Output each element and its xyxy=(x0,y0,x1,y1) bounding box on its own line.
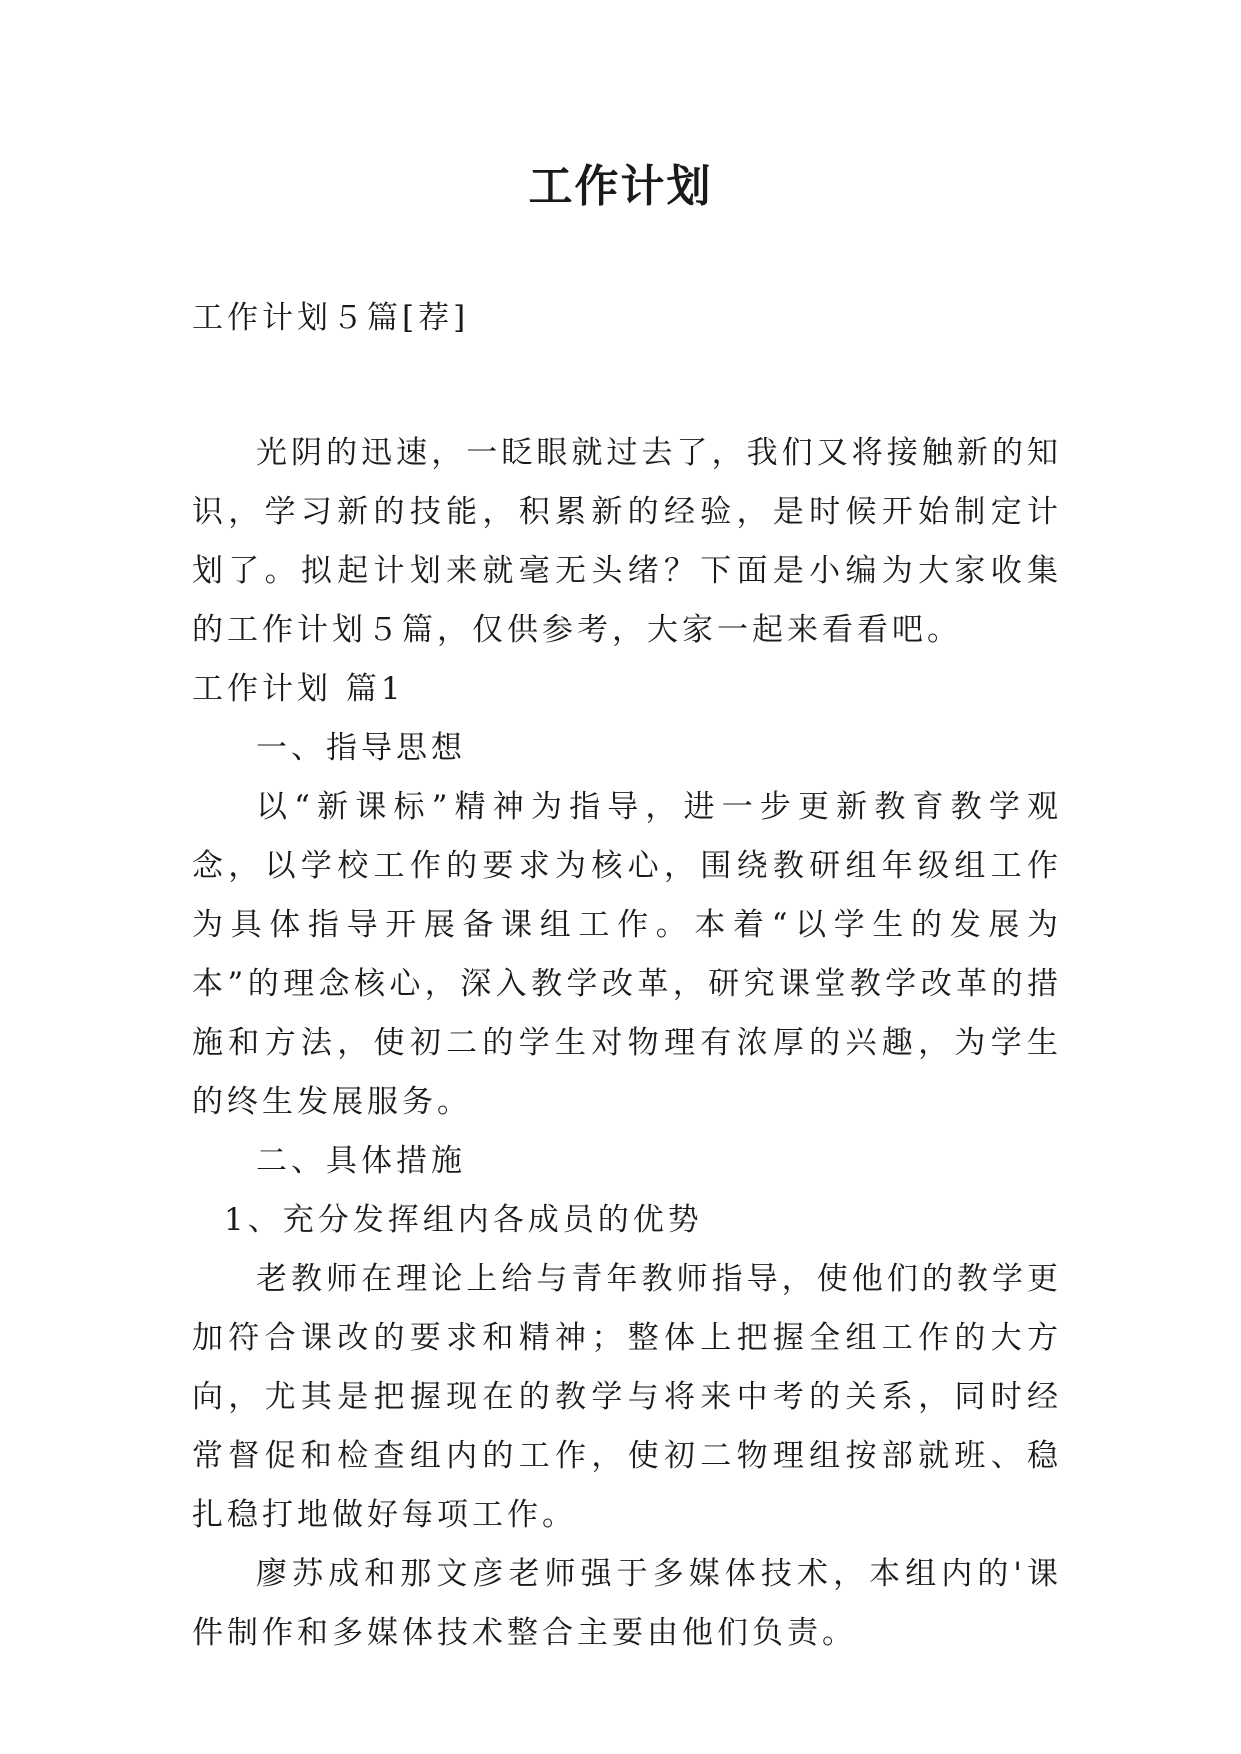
document-subtitle: 工作计划５篇[荐] xyxy=(192,300,470,336)
heading-guiding-ideology: 一、指导思想 xyxy=(256,730,466,766)
document-title: 工作计划 xyxy=(528,161,713,212)
document-body xyxy=(192,290,1062,1663)
guiding-ideology-paragraph: 以“新课标”精神为指导，进一步更新教育教学观念，以学校工作的要求为核心，围绕教研组年级组工作为具体指导开展备课组工作。本着“以学生的发展为本”的理念核心，深入教学改革，研究课堂教学改革的措施和方法，使初二的学生对物理有浓厚的兴趣，为学生的终生发展服务。 xyxy=(192,789,1062,1120)
multimedia-paragraph: 廖苏成和那文彦老师强于多媒体技术，本组内的'课件制作和多媒体技术整合主要由他们负责。 xyxy=(192,1556,1062,1651)
subheading-advantages: 1、充分发挥组内各成员的优势 xyxy=(224,1202,703,1238)
heading-specific-measures: 二、具体措施 xyxy=(256,1143,466,1179)
senior-teachers-paragraph: 老教师在理论上给与青年教师指导，使他们的教学更加符合课改的要求和精神；整体上把握全组工作的大方向，尤其是把握现在的教学与将来中考的关系，同时经常督促和检查组内的工作，使初二物理组按部就班、稳扎稳打地做好每项工作。 xyxy=(192,1261,1062,1533)
section-title: 工作计划 篇1 xyxy=(192,671,405,707)
intro-paragraph: 光阴的迅速，一眨眼就过去了，我们又将接触新的知识，学习新的技能，积累新的经验，是时候开始制定计划了。拟起计划来就毫无头绪？下面是小编为大家收集的工作计划５篇，仅供参考，大家一起来看看吧。 xyxy=(192,435,1062,648)
